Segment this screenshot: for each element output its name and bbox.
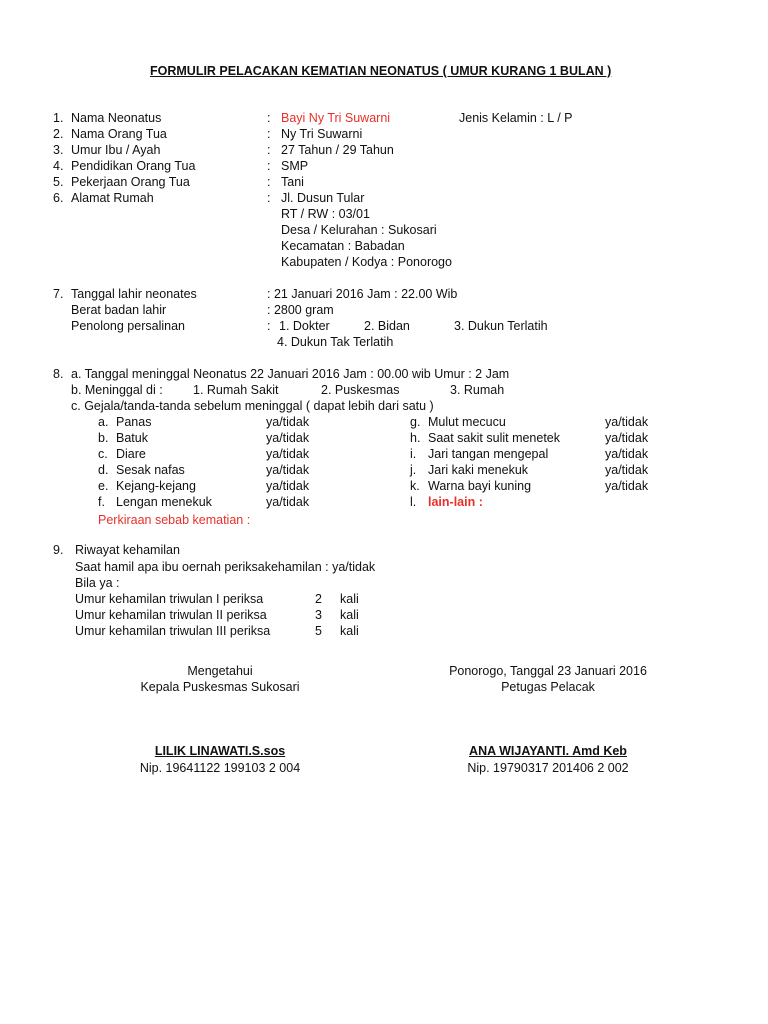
colon: : — [267, 111, 271, 125]
trimester-unit: kali — [340, 592, 359, 606]
tracker-name: ANA WIJAYANTI. Amd Keb — [469, 744, 627, 758]
symptom-name: Diare — [116, 447, 146, 461]
item-number: 4. — [53, 159, 64, 173]
symptom-answer: ya/tidak — [266, 463, 310, 477]
address-district: Kecamatan : Babadan — [281, 239, 405, 253]
address-village: Desa / Kelurahan : Sukosari — [281, 223, 437, 237]
trimester-label: Umur kehamilan triwulan I periksa — [75, 592, 264, 606]
checkup-question: Saat hamil apa ibu oernah periksakehamilan : ya/tidak — [75, 560, 376, 574]
head-name: LILIK LINAWATI.S.sos — [154, 744, 286, 758]
symptom-name: Jari tangan mengepal — [428, 447, 549, 461]
trimester-count: 2 — [315, 592, 322, 606]
symptom-letter: j. — [410, 463, 417, 477]
item-number: 5. — [53, 175, 64, 189]
cause-of-death-label: Perkiraan sebab kematian : — [98, 513, 251, 527]
symptom-answer: ya/tidak — [605, 463, 649, 477]
symptom-name: Sesak nafas — [116, 463, 185, 477]
symptom-letter: h. — [410, 431, 421, 445]
symptom-name: Saat sakit sulit menetek — [428, 431, 561, 445]
head-title: Kepala Puskesmas Sukosari — [140, 680, 300, 694]
education-value: SMP — [281, 159, 309, 173]
death-place-puskesmas: 2. Puskesmas — [321, 383, 400, 397]
death-place-home: 3. Rumah — [450, 383, 505, 397]
birth-date-value: : 21 Januari 2016 Jam : 22.00 Wib — [267, 287, 458, 301]
label-nama-orang-tua: Nama Orang Tua — [71, 127, 167, 141]
trimester-count: 5 — [315, 624, 322, 638]
symptom-name: Panas — [116, 415, 152, 429]
symptom-letter: e. — [98, 479, 109, 493]
colon: : — [267, 127, 271, 141]
trimester-unit: kali — [340, 624, 359, 638]
gender-field: Jenis Kelamin : L / P — [459, 111, 573, 125]
symptom-letter: k. — [410, 479, 420, 493]
item-number: 3. — [53, 143, 64, 157]
death-place-hospital: 1. Rumah Sakit — [193, 383, 279, 397]
symptom-name: Kejang-kejang — [116, 479, 196, 493]
item-number: 6. — [53, 191, 64, 205]
symptom-other: lain-lain : — [428, 495, 483, 509]
symptom-letter: b. — [98, 431, 109, 445]
symptom-letter: d. — [98, 463, 109, 477]
birth-helper-label: Penolong persalinan — [71, 319, 185, 333]
label-umur: Umur Ibu / Ayah — [71, 143, 161, 157]
place-date: Ponorogo, Tanggal 23 Januari 2016 — [449, 664, 647, 678]
symptom-letter: a. — [98, 415, 109, 429]
symptoms-label: c. Gejala/tanda-tanda sebelum meninggal ( dapat lebih dari satu ) — [71, 399, 434, 413]
item-number: 9. — [53, 543, 64, 557]
label-alamat: Alamat Rumah — [71, 191, 154, 205]
symptom-letter: g. — [410, 415, 421, 429]
address-rt-rw: RT / RW : 03/01 — [281, 207, 370, 221]
helper-option-doctor: 1. Dokter — [279, 319, 330, 333]
trimester-label: Umur kehamilan triwulan III periksa — [75, 624, 271, 638]
symptom-letter: f. — [98, 495, 105, 509]
helper-option-trained: 3. Dukun Terlatih — [454, 319, 548, 333]
symptom-letter: c. — [98, 447, 108, 461]
death-date-line: a. Tanggal meninggal Neonatus 22 Januari 2016 Jam : 00.00 wib Umur : 2 Jam — [71, 367, 510, 381]
symptom-letter: l. — [410, 495, 417, 509]
symptom-name: Mulut mecucu — [428, 415, 506, 429]
symptom-name: Warna bayi kuning — [428, 479, 532, 493]
symptom-answer: ya/tidak — [266, 447, 310, 461]
item-number: 2. — [53, 127, 64, 141]
parent-name-value: Ny Tri Suwarni — [281, 127, 363, 141]
birth-weight-value: : 2800 gram — [267, 303, 334, 317]
birth-weight-label: Berat badan lahir — [71, 303, 167, 317]
acknowledge-label: Mengetahui — [187, 664, 253, 678]
trimester-count: 3 — [315, 608, 322, 622]
tracker-title: Petugas Pelacak — [501, 680, 595, 694]
item-number: 8. — [53, 367, 64, 381]
symptom-name: Lengan menekuk — [116, 495, 212, 509]
symptom-answer: ya/tidak — [605, 415, 649, 429]
if-yes-label: Bila ya : — [75, 576, 120, 590]
head-nip: Nip. 19641122 199103 2 004 — [139, 761, 301, 775]
pregnancy-title: Riwayat kehamilan — [75, 543, 180, 557]
occupation-value: Tani — [281, 175, 304, 189]
neonate-name-value: Bayi Ny Tri Suwarni — [281, 111, 391, 125]
form-title: FORMULIR PELACAKAN KEMATIAN NEONATUS ( UMUR KURANG 1 BULAN ) — [150, 64, 612, 78]
colon: : — [267, 175, 271, 189]
item-number: 1. — [53, 111, 64, 125]
helper-option-midwife: 2. Bidan — [364, 319, 410, 333]
colon: : — [267, 191, 271, 205]
item-number: 7. — [53, 287, 64, 301]
age-value: 27 Tahun / 29 Tahun — [281, 143, 394, 157]
label-pendidikan: Pendidikan Orang Tua — [71, 159, 196, 173]
trimester-label: Umur kehamilan triwulan II periksa — [75, 608, 267, 622]
colon: : — [267, 159, 271, 173]
death-place-label: b. Meninggal di : — [71, 383, 163, 397]
helper-option-untrained: 4. Dukun Tak Terlatih — [277, 335, 394, 349]
symptom-letter: i. — [410, 447, 417, 461]
label-pekerjaan: Pekerjaan Orang Tua — [71, 175, 190, 189]
symptom-name: Jari kaki menekuk — [428, 463, 529, 477]
symptom-answer: ya/tidak — [605, 447, 649, 461]
symptom-answer: ya/tidak — [605, 431, 649, 445]
symptom-answer: ya/tidak — [266, 415, 310, 429]
label-nama-neonatus: Nama Neonatus — [71, 111, 162, 125]
symptom-answer: ya/tidak — [266, 431, 310, 445]
address-street: Jl. Dusun Tular — [281, 191, 365, 205]
address-regency: Kabupaten / Kodya : Ponorogo — [281, 255, 452, 269]
colon: : — [267, 143, 271, 157]
symptom-answer: ya/tidak — [266, 495, 310, 509]
colon: : — [267, 319, 271, 333]
trimester-unit: kali — [340, 608, 359, 622]
tracker-nip: Nip. 19790317 201406 2 002 — [467, 761, 629, 775]
symptom-answer: ya/tidak — [266, 479, 310, 493]
birth-date-label: Tanggal lahir neonates — [71, 287, 197, 301]
symptom-answer: ya/tidak — [605, 479, 649, 493]
symptom-name: Batuk — [116, 431, 148, 445]
